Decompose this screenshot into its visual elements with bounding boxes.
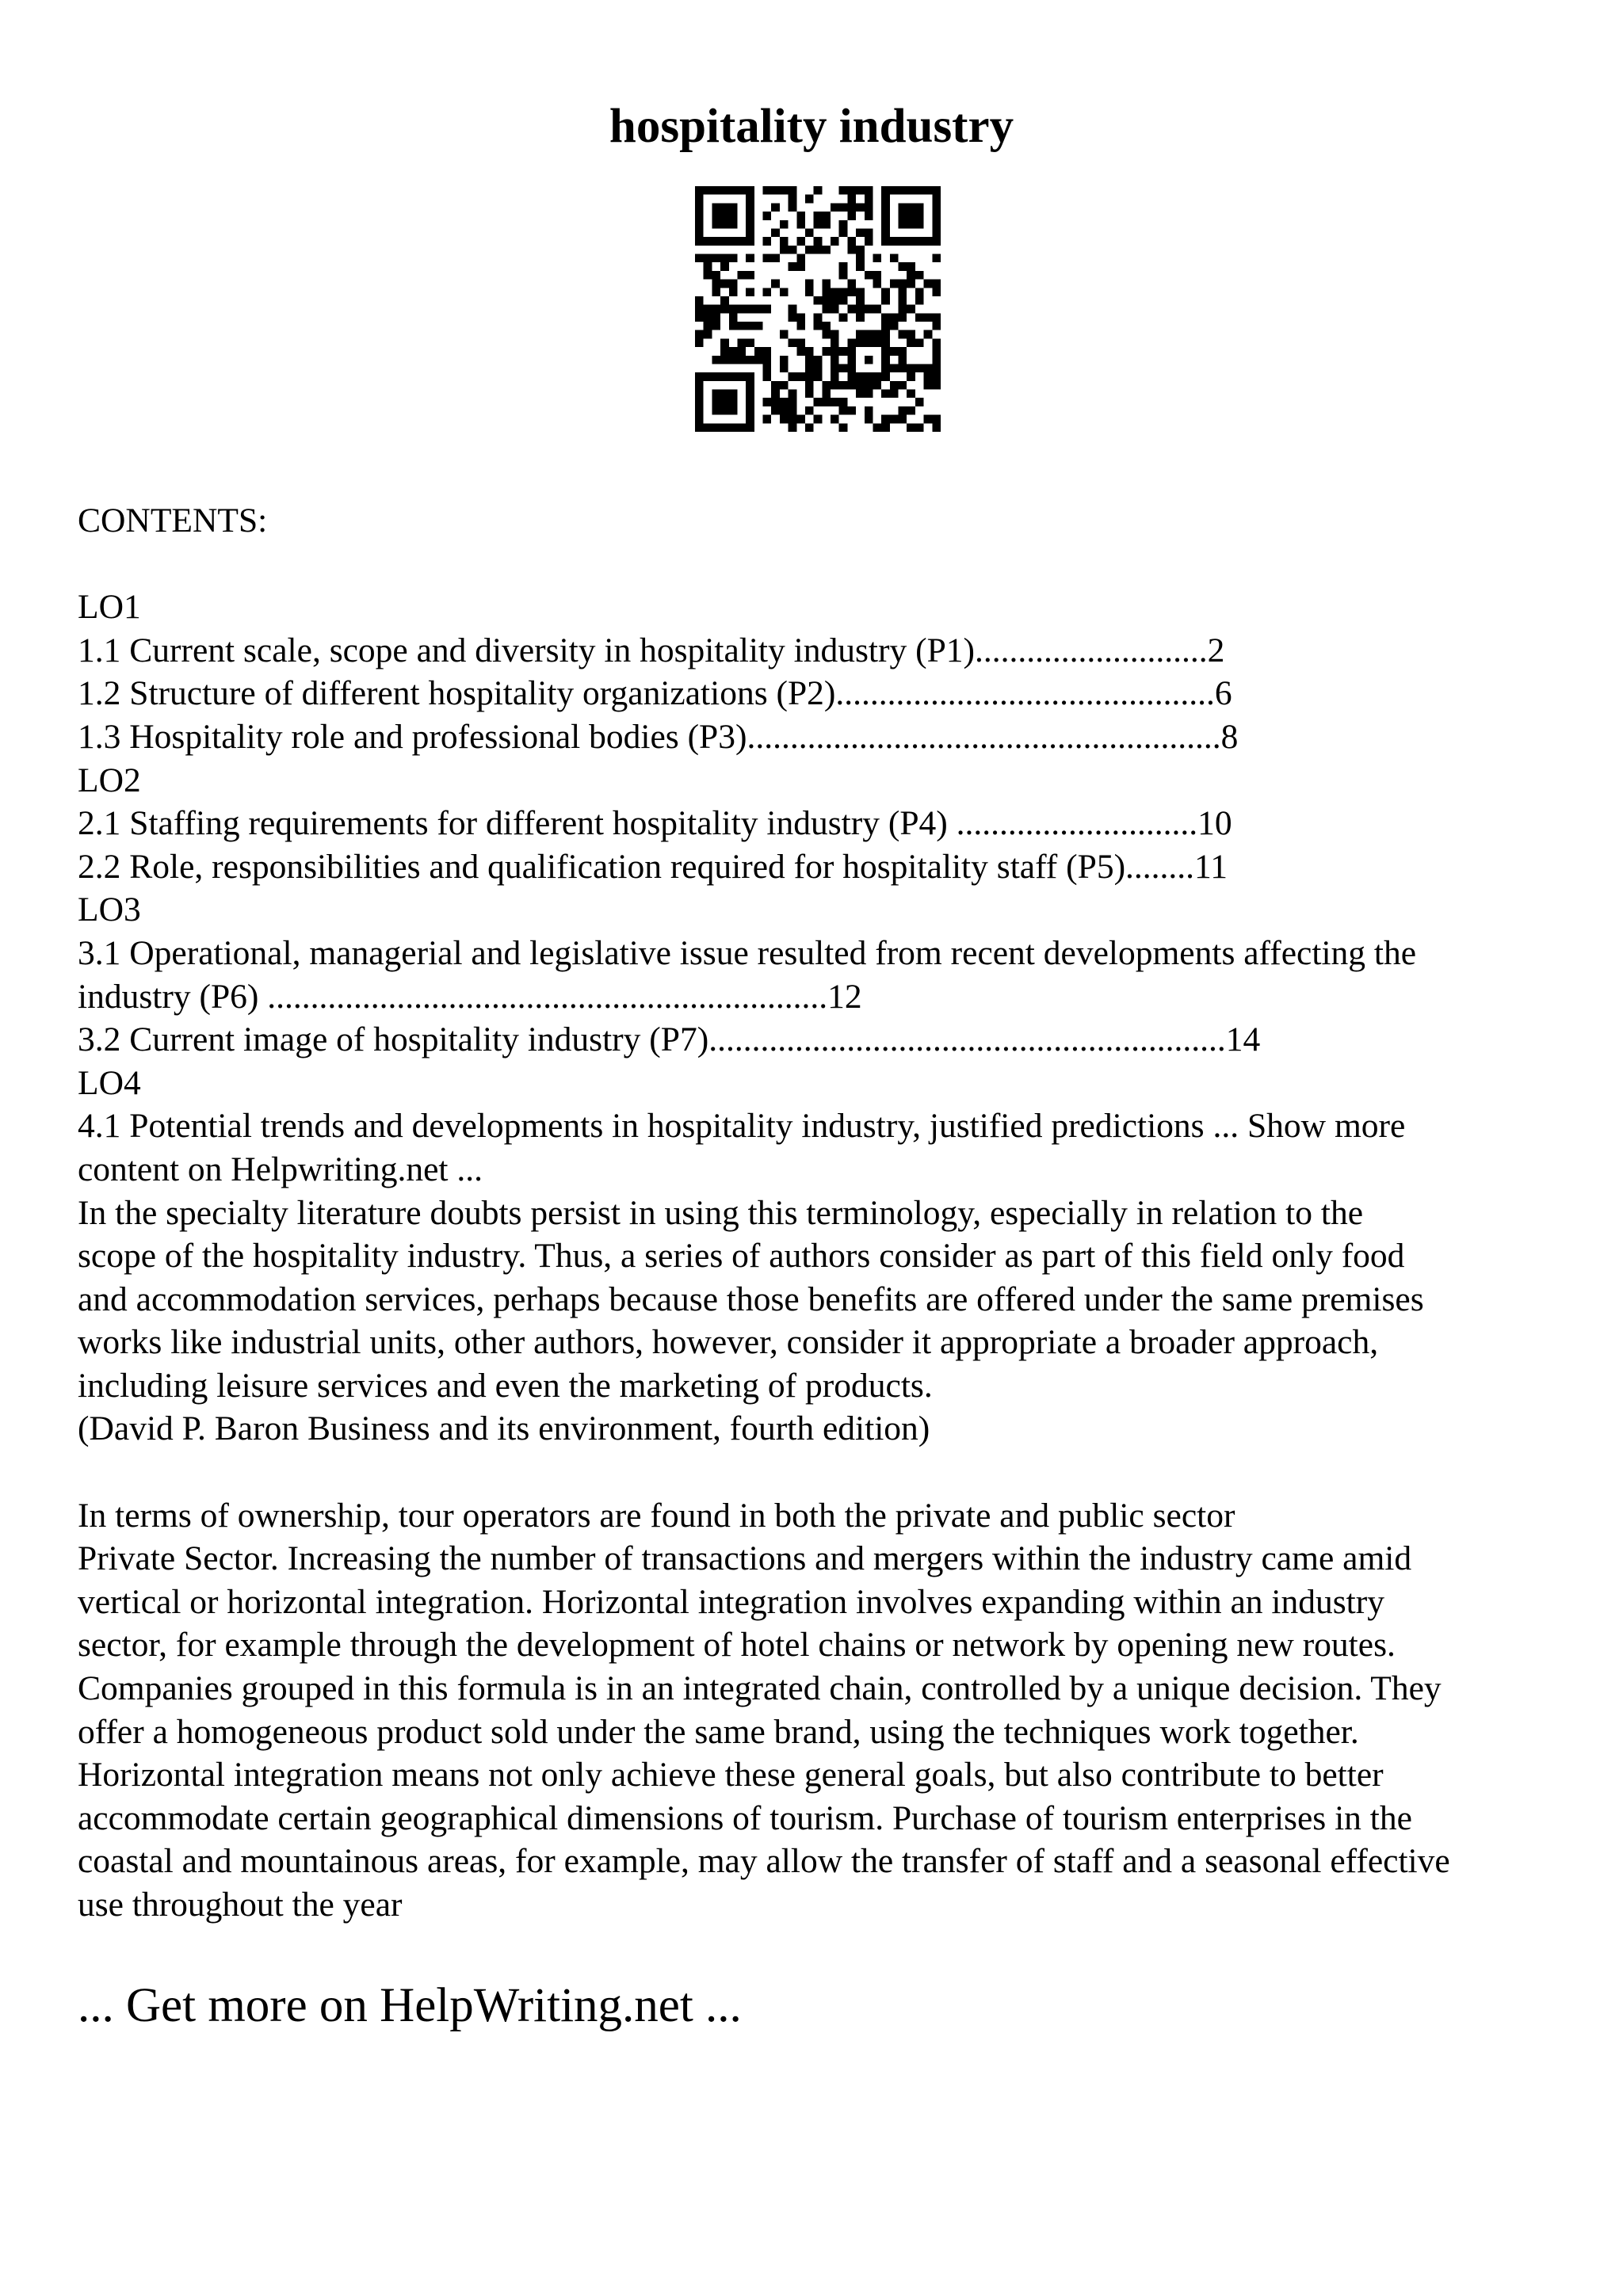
paragraph-line: coastal and mountainous areas, for example, may allow the transfer of staff and a seasonal effective	[78, 1842, 1450, 1881]
toc-entry[interactable]: 1.3 Hospitality role and professional bodies (P3).......................................................8	[78, 717, 1239, 756]
paragraph-line: including leisure services and even the marketing of products.	[78, 1366, 933, 1405]
toc-entry[interactable]: 4.1 Potential trends and developments in hospitality industry, justified predictions ... Show more	[78, 1107, 1406, 1146]
toc-entry[interactable]: 3.2 Current image of hospitality industry (P7)............................................................14	[78, 1020, 1261, 1059]
paragraph-line: use throughout the year	[78, 1886, 403, 1924]
toc-entry[interactable]: 2.2 Role, responsibilities and qualification required for hospitality staff (P5)........11	[78, 847, 1228, 886]
toc-section-lo1: LO1	[78, 588, 141, 627]
get-more-link[interactable]: ... Get more on HelpWriting.net ...	[78, 1979, 742, 2032]
paragraph-line: offer a homogeneous product sold under the same brand, using the techniques work together.	[78, 1712, 1359, 1751]
paragraph-line: and accommodation services, perhaps because those benefits are offered under the same premises	[78, 1280, 1424, 1318]
paragraph-line: Horizontal integration means not only achieve these general goals, but also contribute to better	[78, 1756, 1384, 1794]
paragraph-line: Private Sector. Increasing the number of transactions and mergers within the industry came amid	[78, 1539, 1412, 1578]
paragraph-line: sector, for example through the development of hotel chains or network by opening new routes.	[78, 1626, 1396, 1665]
toc-entry[interactable]: 1.2 Structure of different hospitality organizations (P2)............................................6	[78, 674, 1232, 713]
toc-section-lo4: LO4	[78, 1063, 141, 1102]
paragraph-line: scope of the hospitality industry. Thus, a series of authors consider as part of this field only food	[78, 1237, 1405, 1276]
paragraph-line: works like industrial units, other authors, however, consider it appropriate a broader approach,	[78, 1323, 1379, 1362]
toc-entry[interactable]: 1.1 Current scale, scope and diversity in hospitality industry (P1)...........................2	[78, 631, 1225, 669]
paragraph-line: Companies grouped in this formula is in an integrated chain, controlled by a unique decision. They	[78, 1669, 1442, 1708]
toc-section-lo3: LO3	[78, 891, 141, 929]
citation-line: (David P. Baron Business and its environment, fourth edition)	[78, 1409, 930, 1448]
toc-entry-continued[interactable]: content on Helpwriting.net ...	[78, 1150, 483, 1188]
paragraph-line: accommodate certain geographical dimensions of tourism. Purchase of tourism enterprises in the	[78, 1798, 1412, 1837]
spacer	[78, 543, 1568, 586]
paragraph-line: vertical or horizontal integration. Horizontal integration involves expanding within an industry	[78, 1582, 1384, 1621]
toc-entry-continued[interactable]: industry (P6) .................................................................12	[78, 977, 862, 1016]
paragraph-line: In the specialty literature doubts persist in using this terminology, especially in relation to the	[78, 1193, 1364, 1232]
toc-entry[interactable]: 3.1 Operational, managerial and legislative issue resulted from recent developments affecting the	[78, 933, 1417, 972]
document-body	[78, 499, 1568, 1927]
spacer	[78, 1451, 1568, 1494]
toc-section-lo2: LO2	[78, 761, 141, 799]
paragraph-line: In terms of ownership, tour operators are found in both the private and public sector	[78, 1496, 1235, 1535]
qr-code-icon	[695, 186, 941, 432]
document-title: hospitality industry	[609, 100, 1014, 153]
contents-heading: CONTENTS:	[78, 502, 268, 540]
toc-entry[interactable]: 2.1 Staffing requirements for different hospitality industry (P4) ............................10	[78, 804, 1232, 843]
